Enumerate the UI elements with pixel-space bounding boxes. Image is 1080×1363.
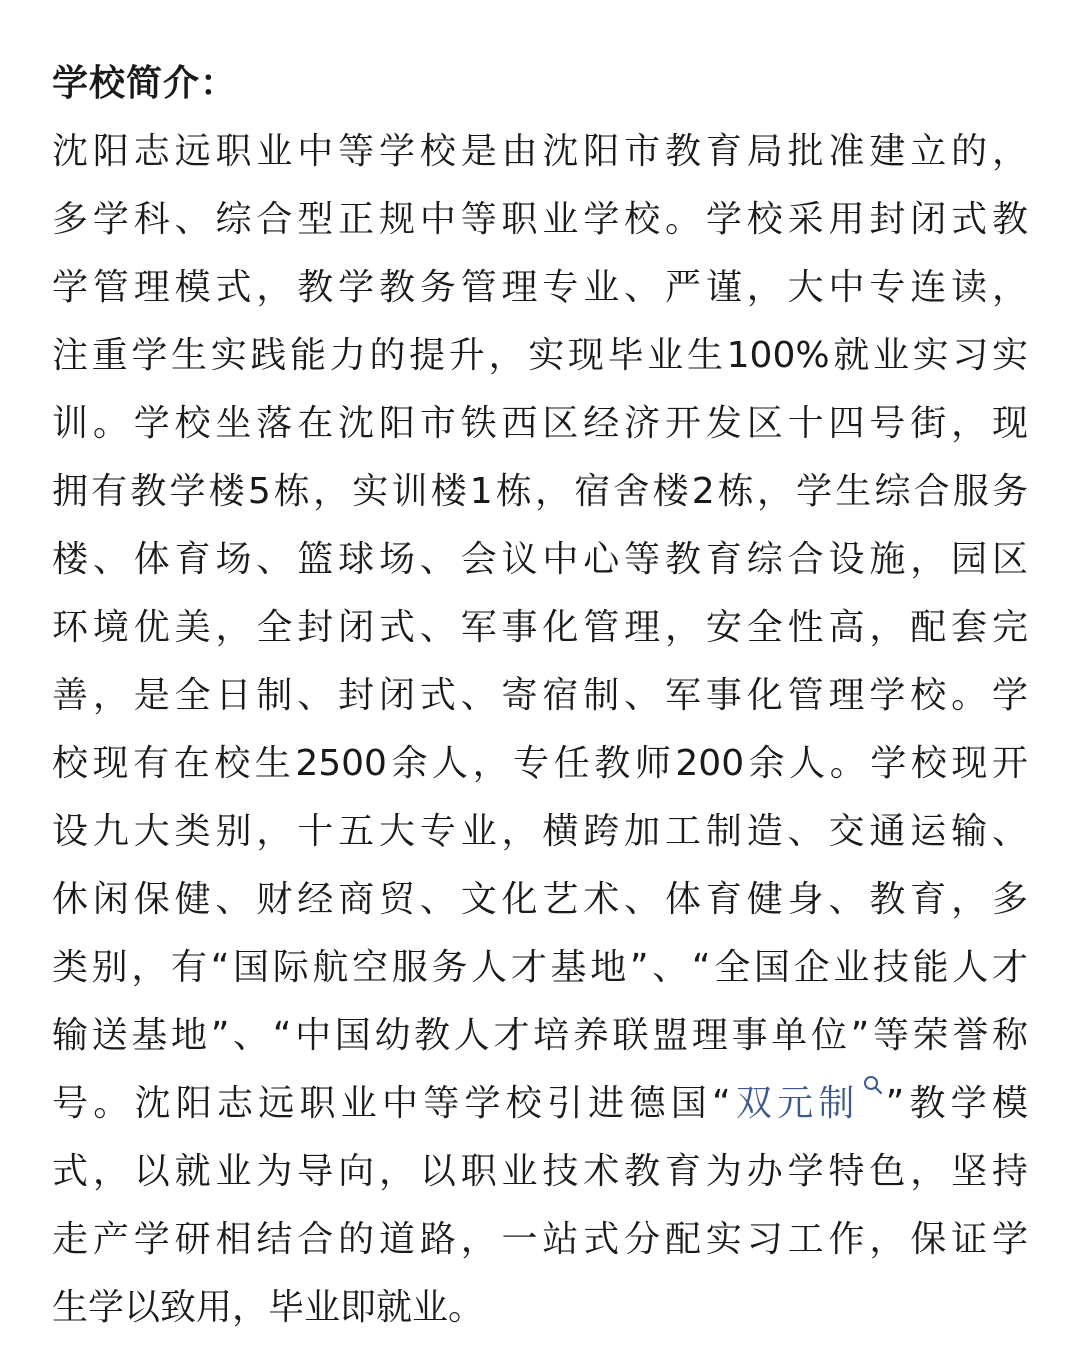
link-line-before: 号。沈阳志远职业中等学校引进德国“ [52, 1083, 731, 1124]
article [52, 50, 1028, 1342]
paragraph-line: 输送基地”、“中国幼教人才培养联盟理事单位”等荣誉称 [52, 1015, 1028, 1056]
paragraph-line: 校现有在校生2500余人，专任教师200余人。学校现开 [52, 743, 1028, 784]
paragraph-line: 生学以致用，毕业即就业。 [52, 1287, 485, 1328]
paragraph-line: 环境优美，全封闭式、军事化管理，安全性高，配套完 [52, 607, 1028, 648]
paragraph-line: 多学科、综合型正规中等职业学校。学校采用封闭式教 [52, 199, 1028, 240]
paragraph-line: 注重学生实践能力的提升，实现毕业生100%就业实习实 [52, 335, 1028, 376]
paragraph-line: 楼、体育场、篮球场、会议中心等教育综合设施，园区 [52, 539, 1028, 580]
search-icon [862, 1074, 886, 1104]
link-line-after: ”教学模 [885, 1083, 1028, 1124]
paragraph-line: 沈阳志远职业中等学校是由沈阳市教育局批准建立的， [52, 131, 1028, 172]
dual-system-link[interactable] [731, 1083, 886, 1124]
article-heading: 学校简介： [52, 63, 238, 104]
paragraph-line: 式，以就业为导向，以职业技术教育为办学特色，坚持 [52, 1151, 1028, 1192]
paragraph-line: 走产学研相结合的道路，一站式分配实习工作，保证学 [52, 1219, 1028, 1260]
paragraph-line: 休闲保健、财经商贸、文化艺术、体育健身、教育，多 [52, 879, 1028, 920]
paragraph-line: 设九大类别，十五大专业，横跨加工制造、交通运输、 [52, 811, 1028, 852]
paragraph-line: 拥有教学楼5栋，实训楼1栋，宿舍楼2栋，学生综合服务 [52, 471, 1028, 512]
paragraph-line: 学管理模式，教学教务管理专业、严谨，大中专连读， [52, 267, 1028, 308]
paragraph-line-with-link [52, 1070, 1028, 1138]
paragraph-line: 类别，有“国际航空服务人才基地”、“全国企业技能人才 [52, 947, 1028, 988]
dual-system-link-text: 双元制 [730, 1083, 860, 1124]
paragraph-line: 训。学校坐落在沈阳市铁西区经济开发区十四号街，现 [52, 403, 1028, 444]
paragraph-line: 善，是全日制、封闭式、寄宿制、军事化管理学校。学 [52, 675, 1028, 716]
